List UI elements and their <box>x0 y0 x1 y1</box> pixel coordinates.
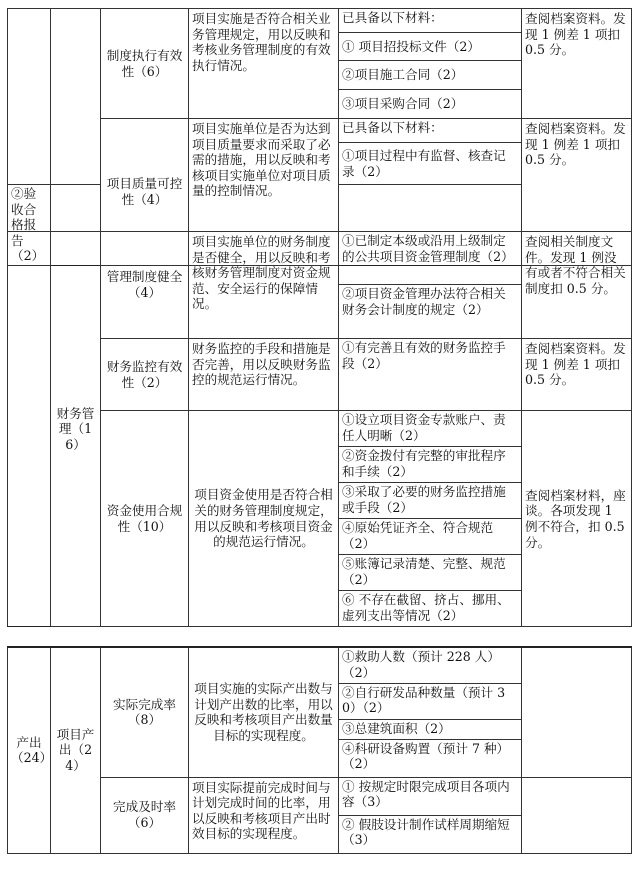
level1-cell <box>8 232 51 627</box>
level3-cell: 财务监控有效性（2） <box>101 339 189 411</box>
material-item: ⑥ 不存在截留、挤占、挪用、虚列支出等情况（2） <box>339 591 522 627</box>
description-cell: 财务监控的手段和措施是否完善，用以反映财务监控的规范运行情况。 <box>189 339 339 411</box>
table-row <box>8 119 632 143</box>
description-cell: 项目实施单位是否为达到项目质量要求而采取了必需的措施，用以反映和考核项目实施单位对项目质量的控制情况。 <box>189 119 339 266</box>
description-cell: 项目实际提前完成时间与计划完成时间的比率，用以反映和考核项目产出时效目标的实现程度。 <box>189 777 339 853</box>
check-method-cell: 查阅档案资料。发现 1 例差 1 项扣 0.5 分。 <box>522 9 632 119</box>
material-item: ②资金拨付有完整的审批程序和手续（2） <box>339 447 522 483</box>
material-item: ④科研设备购置（预计 7 种）（2） <box>339 739 522 777</box>
level2-cell: 项目产出（24） <box>51 647 101 853</box>
level3-cell: 实际完成率（8） <box>101 647 189 777</box>
material-item: ①有完善且有效的财务监控手段（2） <box>339 339 522 411</box>
material-item: ②项目资金管理办法符合相关财务会计制度的规定（2） <box>339 285 522 339</box>
level3-cell: 项目质量可控性（4） <box>101 119 189 266</box>
evaluation-table-lower <box>7 231 632 627</box>
check-method-cell <box>522 647 632 777</box>
table-row <box>8 647 632 683</box>
material-item: ② 假肢设计制作试样周期缩短（3） <box>339 815 522 853</box>
table-row <box>8 339 632 411</box>
check-method-cell <box>522 777 632 853</box>
table-row <box>8 411 632 447</box>
check-method-cell: 查阅档案材料，座谈。各项发现 1 例不符合，扣 0.5 分。 <box>522 411 632 627</box>
level3-cell: 制度执行有效性（6） <box>101 9 189 119</box>
evaluation-table-output <box>7 646 632 854</box>
materials-header: 已具备以下材料： <box>339 119 522 143</box>
level3-cell: 管理制度健全（4） <box>101 232 189 339</box>
material-item: ④原始凭证齐全、符合规范（2） <box>339 519 522 555</box>
level3-cell: 资金使用合规性（10） <box>101 411 189 627</box>
description-cell: 项目实施是否符合相关业务管理规定，用以反映和考核业务管理制度的有效执行情况。 <box>189 9 339 119</box>
level2-cell <box>51 9 101 185</box>
level2-cell: 财务管理（16） <box>51 232 101 627</box>
material-item: ②验收合格报告（2） <box>8 185 51 266</box>
material-item: ①救助人数（预计 228 人）（2） <box>339 647 522 683</box>
material-item: ①设立项目资金专款账户、责任人明晰（2） <box>339 411 522 447</box>
level1-cell: 产出（24） <box>8 647 51 853</box>
material-item: ②自行研发品种数量（预计 30）（2） <box>339 683 522 719</box>
table-row <box>8 777 632 815</box>
check-method-cell: 查阅相关制度文件。发现 1 例没有或者不符合相关制度扣 0.5 分。 <box>522 232 632 339</box>
check-method-cell: 查阅档案资料。发现 1 例差 1 项扣 0.5 分。 <box>522 339 632 411</box>
material-item: ①项目过程中有监督、核查记录（2） <box>339 143 522 185</box>
material-item: ① 按规定时限完成项目各项内容（3） <box>339 777 522 815</box>
material-item: ②项目施工合同（2） <box>339 61 522 90</box>
material-item: ③总建筑面积（2） <box>339 719 522 739</box>
description-cell: 项目实施单位的财务制度是否健全，用以反映和考核财务管理制度对资金规范、安全运行的保障情况。 <box>189 232 339 339</box>
table-row <box>8 9 632 33</box>
table-row <box>8 232 632 285</box>
material-item: ⑤账簿记录清楚、完整、规范（2） <box>339 555 522 591</box>
description-cell: 项目资金使用是否符合相关的财务管理制度规定，用以反映和考核项目资金的规范运行情况。 <box>189 411 339 627</box>
material-item: ③采取了必要的财务监控措施或手段（2） <box>339 483 522 519</box>
material-item: ①已制定本级或沿用上级制定的公共项目资金管理制度（2） <box>339 232 522 285</box>
material-item: ③项目采购合同（2） <box>339 90 522 119</box>
check-method-cell: 查阅档案资料。发现 1 例差 1 项扣 0.5 分。 <box>522 119 632 266</box>
level3-cell: 完成及时率（6） <box>101 777 189 853</box>
evaluation-table <box>7 8 632 266</box>
material-item: ① 项目招投标文件（2） <box>339 33 522 61</box>
level1-cell <box>8 9 51 185</box>
materials-header: 已具备以下材料： <box>339 9 522 33</box>
description-cell: 项目实施的实际产出数与计划产出数的比率，用以反映和考核项目产出数量目标的实现程度。 <box>189 647 339 777</box>
